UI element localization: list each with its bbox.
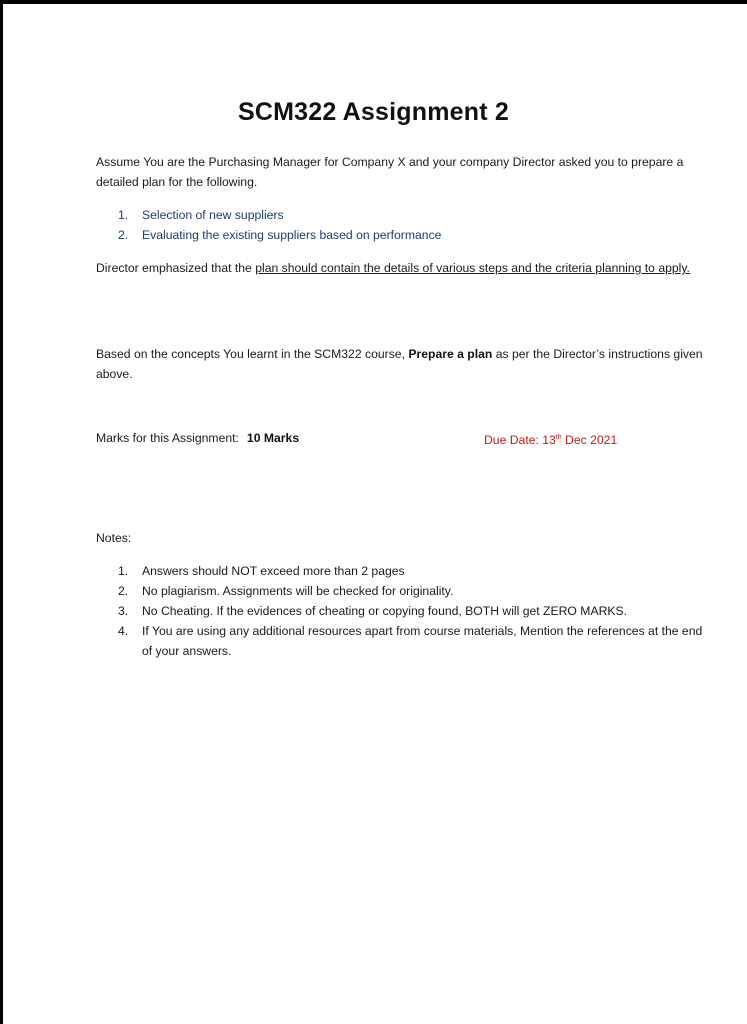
instruction-prefix: Based on the concepts You learnt in the SCM322 course,	[96, 347, 409, 361]
due-date-suffix-sup: th	[555, 434, 562, 441]
due-date	[484, 428, 617, 450]
note-text: If You are using any additional resources apart from course materials, Mention the references at the end of your answers.	[142, 624, 703, 658]
note-item	[118, 601, 708, 621]
director-note	[96, 258, 706, 278]
task-text: Evaluating the existing suppliers based on performance	[142, 228, 442, 242]
director-note-underlined: plan should contain the details of various steps and the criteria planning to apply.	[255, 261, 690, 275]
note-item	[118, 581, 708, 601]
instruction-bold: Prepare a plan	[408, 347, 493, 361]
due-date-rest: Dec 2021	[561, 433, 618, 447]
task-text: Selection of new suppliers	[142, 208, 284, 222]
notes-list	[118, 561, 708, 661]
note-item	[118, 621, 708, 661]
note-number: 3.	[118, 604, 129, 618]
marks-value: 10 Marks	[246, 431, 300, 445]
instruction-suffix: as per the Director’s instructions given above.	[96, 347, 703, 381]
marks-label: Marks for this Assignment:	[96, 431, 239, 445]
note-number: 1.	[118, 564, 129, 578]
note-number: 2.	[118, 584, 129, 598]
task-item	[118, 225, 441, 245]
director-note-prefix: Director emphasized that the	[96, 261, 256, 275]
instruction-paragraph	[96, 344, 706, 384]
note-item	[118, 561, 708, 581]
task-item	[118, 205, 441, 225]
note-text: Answers should NOT exceed more than 2 pages	[142, 564, 405, 578]
notes-heading: Notes:	[96, 531, 132, 545]
due-date-label: Due Date: 13	[484, 433, 556, 447]
task-list	[118, 205, 441, 245]
document-title: SCM322 Assignment 2	[237, 98, 509, 126]
note-number: 4.	[118, 624, 129, 638]
task-number: 2.	[118, 228, 129, 242]
note-text: No Cheating. If the evidences of cheating or copying found, BOTH will get ZERO MARKS.	[142, 604, 628, 618]
intro-paragraph: Assume You are the Purchasing Manager for Company X and your company Director asked you to prepare a detailed plan for the following.	[96, 155, 684, 189]
note-text: No plagiarism. Assignments will be checked for originality.	[142, 584, 454, 598]
task-number: 1.	[118, 208, 129, 222]
